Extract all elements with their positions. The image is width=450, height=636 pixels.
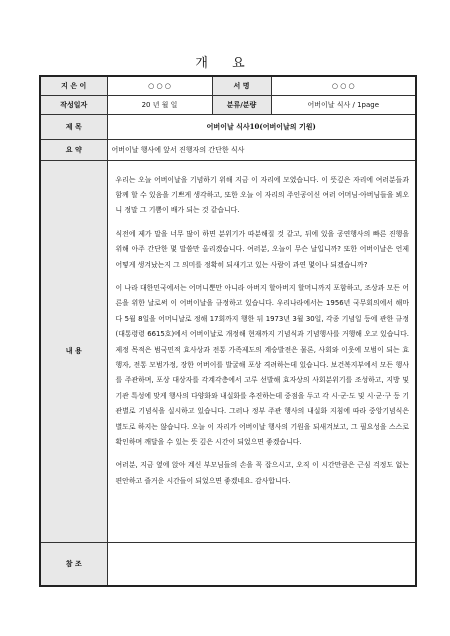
date-value[interactable]: 20 년 월 일 (107, 95, 212, 114)
content-paragraph: 식전에 제가 말을 너무 많이 하면 분위기가 따분해질 것 같고, 뒤에 있을 공연행사의 빠른 진행을 위해 아주 간단한 몇 말씀만 올리겠습니다. 여러분, 오늘이 무슨 날입니까? 또한 어버이날은 언제 어떻게 생겨났는지 그 의미를 정확히 되새기고 있는 사람이 과연 몇이나 되겠습니까? (115, 229, 409, 269)
author-value[interactable]: ○ ○ ○ (107, 76, 212, 95)
subject-label: 제 목 (40, 114, 107, 139)
date-label: 작성일자 (40, 95, 107, 114)
content-row (40, 160, 416, 542)
reference-label: 참 조 (40, 542, 107, 586)
subject-value[interactable]: 어버이날 식사10(어버이날의 기원) (107, 114, 416, 139)
reviewer-label: 서 명 (212, 76, 271, 95)
reviewer-value[interactable]: ○ ○ ○ (271, 76, 416, 95)
content-paragraph: 이 나라 대한민국에서는 어머니뿐만 아니라 아버지 할아버지 할머니까지 포함하고, 조상과 모든 어른을 위한 날로써 이 어버이날을 규정하고 있습니다. 우리나라에서는 1956년 국무회의에서 해마다 5월 8일을 어머니날로 정해 17회까지 행한 뒤 1973년 3월 30일, 각종 기념일 등에 관한 규정(대통령령 6615호)에서 어버이날로 개정해 현재까지 기념식과 기념행사를 거행해 오고 있습니다. 제정 목적은 범국민적 효사상과 전통 가족제도의 계승발전은 물론, 사회와 이웃에 모범이 되는 효행자, 전통 모범가정, 장한 어버이를 발굴해 포상 격려하는데 있습니다. 보건복지부에서 모든 행사를 주관하며, 포상 대상자를 각계각층에서 고루 선발해 효자상의 사회분위기를 조성하고, 지방 및 기관 특성에 맞게 행사의 다양화와 내실화를 추진하는데 중점을 두고 각 시·군·도 및 시·군·구 등 기관별로 기념식을 실시하고 있습니다. 그러나 정부 주관 행사의 내실화 지침에 따라 중앙기념식은 별도로 하지는 않습니다. 오늘 이 자리가 어버이날 행사의 기원을 되새겨보고, 그 필요성을 스스로 확인하며 깨달을 수 있는 뜻 깊은 시간이 되었으면 좋겠습니다. (115, 283, 409, 446)
overview-form (39, 75, 417, 587)
content-body[interactable] (107, 160, 416, 542)
content-paragraph: 여러분, 지금 옆에 앉아 계신 부모님들의 손을 꼭 잡으시고, 오직 이 시간만큼은 근심 걱정도 없는 편안하고 즐거운 시간들이 되었으면 좋겠네요. 감사합니다. (115, 461, 409, 485)
category-label: 분류/분량 (212, 95, 271, 114)
category-value[interactable]: 어버이날 식사 / 1page (271, 95, 416, 114)
author-label: 지 은 이 (40, 76, 107, 95)
reference-row (40, 542, 416, 586)
author-row (40, 76, 416, 95)
summary-row (40, 139, 416, 160)
summary-value[interactable]: 어버이날 행사에 앞서 진행자의 간단한 식사 (107, 139, 416, 160)
summary-label: 요 약 (40, 139, 107, 160)
date-row (40, 95, 416, 114)
content-label: 내 용 (40, 160, 107, 542)
reference-value[interactable] (107, 542, 416, 586)
page-title: 개 요 (195, 56, 255, 71)
subject-row (40, 114, 416, 139)
content-paragraph: 우리는 오늘 어버이날을 기념하기 위해 지금 이 자리에 모였습니다. 이 뜻깊은 자리에 여러분들과 함께 할 수 있음을 기쁘게 생각하고, 또한 오늘 이 자리의 주인공이신 여러 어머님·아버님들을 뵈오니 정말 그 기쁨이 배가 되는 것 같습니다. (115, 175, 409, 215)
